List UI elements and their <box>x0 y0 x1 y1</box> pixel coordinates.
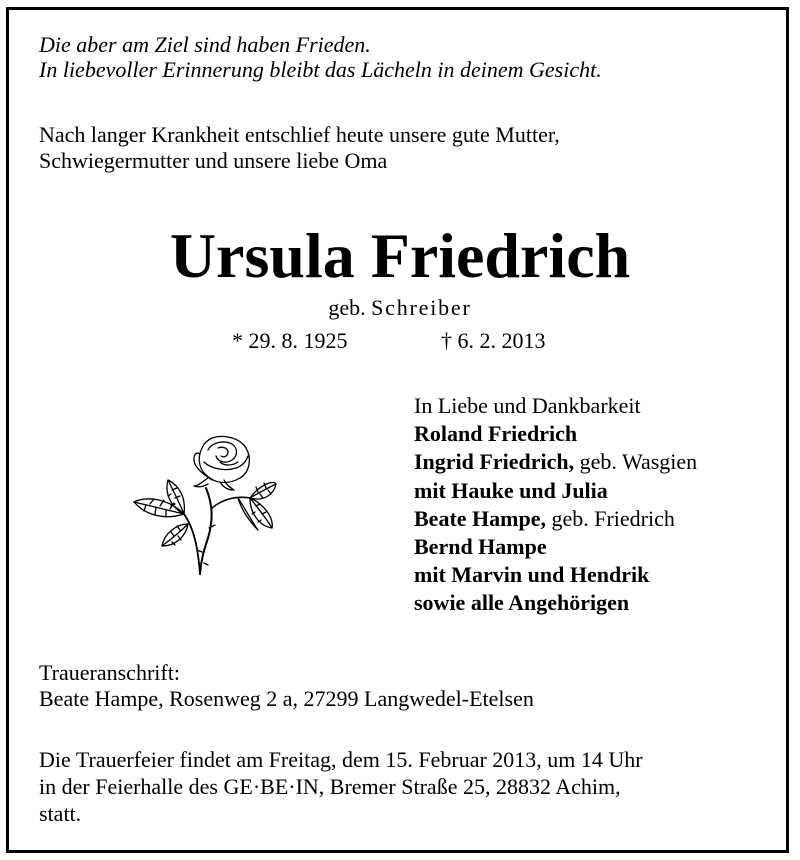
mourner-line <box>414 477 697 505</box>
motto <box>39 32 602 82</box>
mourner-name: mit Hauke und Julia <box>414 477 608 503</box>
intro-line-2: Schwiegermutter und unsere liebe Oma <box>39 148 388 173</box>
mourner-name: Ingrid Friedrich, <box>414 449 575 475</box>
mourning-address <box>39 660 534 712</box>
maiden-name-line <box>0 295 800 321</box>
address-value: Beate Hampe, Rosenweg 2 a, 27299 Langwedel-Etelsen <box>39 686 534 711</box>
service-line-2: in der Feierhalle des GE·BE·IN, Bremer Straße 25, 28832 Achim, <box>39 774 621 799</box>
service-line-1: Die Trauerfeier findet am Freitag, dem 15. Februar 2013, um 14 Uhr <box>39 747 643 772</box>
mourner-name: Beate Hampe, <box>414 505 546 531</box>
mourner-line <box>414 505 697 533</box>
mourners-block <box>414 392 697 618</box>
mourner-line <box>414 448 697 476</box>
intro-text <box>39 122 764 174</box>
death-date: † 6. 2. 2013 <box>441 328 546 353</box>
mourner-name: Bernd Hampe <box>414 534 547 560</box>
motto-line-2: In liebevoller Erinnerung bleibt das Lächeln in deinem Gesicht. <box>39 57 602 82</box>
mourner-line <box>414 420 697 448</box>
mourner-line <box>414 589 697 617</box>
intro-line-1: Nach langer Krankheit entschlief heute unsere gute Mutter, <box>39 122 560 147</box>
address-label: Traueranschrift: <box>39 660 180 685</box>
mourner-name: sowie alle Angehörigen <box>414 590 630 616</box>
mourners-heading: In Liebe und Dankbarkeit <box>414 393 641 418</box>
maiden-name: Schreiber <box>371 295 472 320</box>
maiden-prefix: geb. <box>328 295 366 320</box>
deceased-name: Ursula Friedrich <box>169 220 631 291</box>
mourner-name: mit Marvin und Hendrik <box>414 562 650 588</box>
service-line-3: statt. <box>39 801 82 826</box>
funeral-service-text <box>39 746 764 827</box>
mourner-note: geb. Wasgien <box>579 449 698 475</box>
rose-icon <box>128 428 278 576</box>
motto-line-1: Die aber am Ziel sind haben Frieden. <box>39 32 371 57</box>
mourner-line <box>414 561 697 589</box>
mourner-note: geb. Friedrich <box>551 505 675 531</box>
mourner-name: Roland Friedrich <box>414 421 578 447</box>
mourner-line <box>414 533 697 561</box>
birth-date: * 29. 8. 1925 <box>232 328 348 353</box>
